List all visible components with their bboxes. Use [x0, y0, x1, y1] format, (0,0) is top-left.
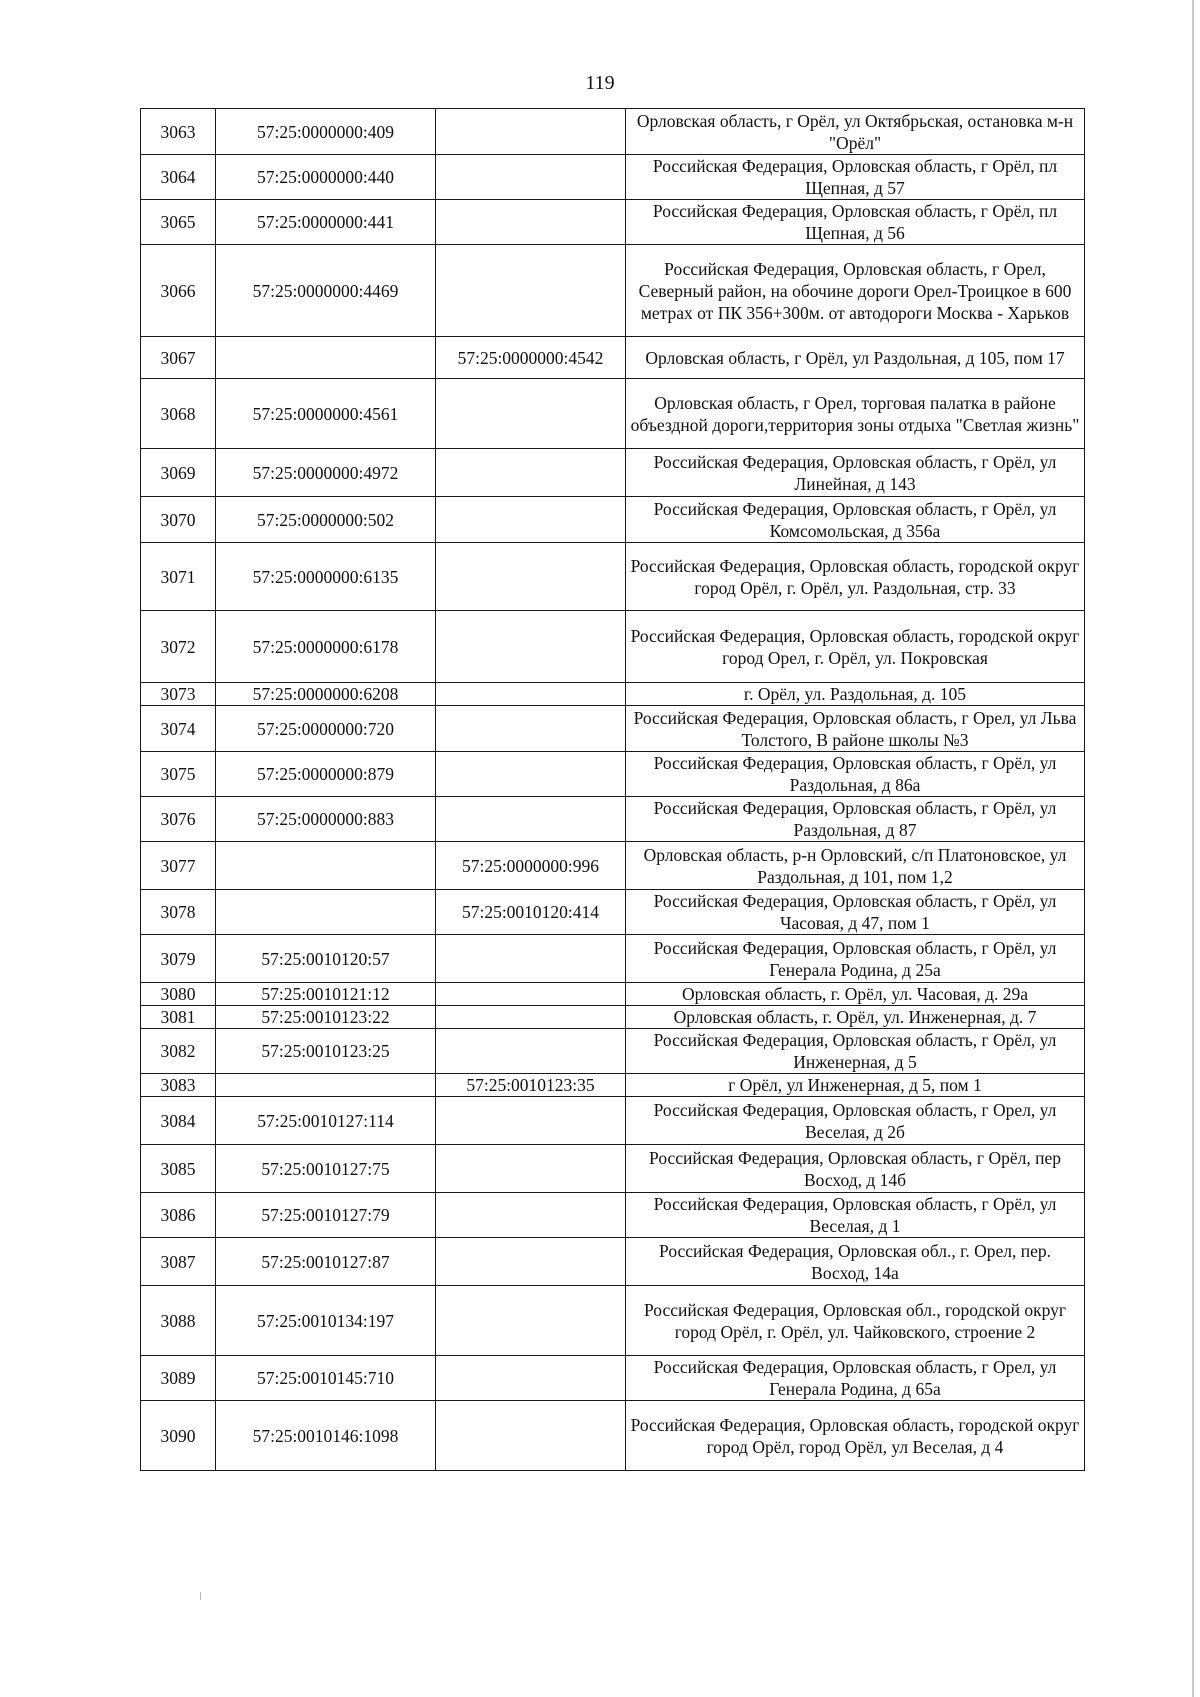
- address-cell: Российская Федерация, Орловская обл., городской округ город Орёл, г. Орёл, ул. Чайковского, строение 2: [626, 1286, 1085, 1356]
- cadastral-number-secondary: [436, 611, 626, 683]
- address-cell: Российская Федерация, Орловская область, г Орёл, пер Восход, д 14б: [626, 1145, 1085, 1193]
- cadastral-number: [216, 842, 436, 890]
- row-number: 3078: [141, 890, 216, 935]
- address-cell: Российская Федерация, Орловская область, городской округ город Орёл, город Орёл, ул Веселая, д 4: [626, 1401, 1085, 1471]
- cadastral-number: 57:25:0010127:75: [216, 1145, 436, 1193]
- table-row: [141, 683, 1085, 706]
- address-cell: Орловская область, г Орёл, ул Раздольная, д 105, пом 17: [626, 337, 1085, 379]
- row-number: 3087: [141, 1238, 216, 1286]
- table-row: [141, 983, 1085, 1006]
- table-row: [141, 1145, 1085, 1193]
- table-row: [141, 797, 1085, 842]
- table-row: [141, 155, 1085, 200]
- cadastral-number: 57:25:0000000:720: [216, 706, 436, 752]
- page-edge-line: [1192, 0, 1194, 1697]
- address-cell: г Орёл, ул Инженерная, д 5, пом 1: [626, 1074, 1085, 1097]
- table-row: [141, 245, 1085, 337]
- cadastral-number: 57:25:0000000:4469: [216, 245, 436, 337]
- address-cell: Орловская область, г. Орёл, ул. Инженерная, д. 7: [626, 1006, 1085, 1029]
- cadastral-number: 57:25:0010120:57: [216, 935, 436, 983]
- row-number: 3085: [141, 1145, 216, 1193]
- property-table: [140, 108, 1085, 1471]
- cadastral-number-secondary: 57:25:0010123:35: [436, 1074, 626, 1097]
- cadastral-number-secondary: [436, 449, 626, 497]
- table-row: [141, 1401, 1085, 1471]
- cadastral-number: 57:25:0000000:6135: [216, 543, 436, 611]
- table-row: [141, 890, 1085, 935]
- table-row: [141, 1074, 1085, 1097]
- row-number: 3063: [141, 109, 216, 155]
- address-cell: Российская Федерация, Орловская обл., г. Орел, пер. Восход, 14а: [626, 1238, 1085, 1286]
- address-cell: Российская Федерация, Орловская область, г Орёл, ул Раздольная, д 86а: [626, 752, 1085, 797]
- cadastral-number: 57:25:0000000:441: [216, 200, 436, 245]
- cadastral-number-secondary: [436, 1145, 626, 1193]
- row-number: 3071: [141, 543, 216, 611]
- row-number: 3083: [141, 1074, 216, 1097]
- table-body: [141, 109, 1085, 1471]
- cadastral-number-secondary: [436, 1097, 626, 1145]
- cadastral-number-secondary: [436, 1029, 626, 1074]
- table-row: [141, 1356, 1085, 1401]
- cadastral-number: 57:25:0000000:409: [216, 109, 436, 155]
- row-number: 3068: [141, 379, 216, 449]
- table-row: [141, 752, 1085, 797]
- cadastral-number: 57:25:0010127:114: [216, 1097, 436, 1145]
- cadastral-number: 57:25:0000000:6178: [216, 611, 436, 683]
- cadastral-number-secondary: [436, 379, 626, 449]
- address-cell: Российская Федерация, Орловская область, городской округ город Орел, г. Орёл, ул. Покровская: [626, 611, 1085, 683]
- cadastral-number-secondary: 57:25:0000000:996: [436, 842, 626, 890]
- cadastral-number: 57:25:0010145:710: [216, 1356, 436, 1401]
- table-row: [141, 1097, 1085, 1145]
- cadastral-number: 57:25:0010121:12: [216, 983, 436, 1006]
- address-cell: Российская Федерация, Орловская область, г Орёл, ул Раздольная, д 87: [626, 797, 1085, 842]
- table-row: [141, 449, 1085, 497]
- address-cell: Российская Федерация, Орловская область, г Орёл, пл Щепная, д 57: [626, 155, 1085, 200]
- address-cell: Российская Федерация, Орловская область, г Орёл, ул Веселая, д 1: [626, 1193, 1085, 1238]
- table-row: [141, 200, 1085, 245]
- cadastral-number-secondary: [436, 1356, 626, 1401]
- table-row: [141, 1286, 1085, 1356]
- scan-mark: [200, 1592, 201, 1600]
- cadastral-number: [216, 1074, 436, 1097]
- cadastral-number: 57:25:0000000:883: [216, 797, 436, 842]
- cadastral-number: 57:25:0000000:4972: [216, 449, 436, 497]
- row-number: 3067: [141, 337, 216, 379]
- cadastral-number: [216, 337, 436, 379]
- row-number: 3072: [141, 611, 216, 683]
- table-row: [141, 109, 1085, 155]
- address-cell: Российская Федерация, Орловская область, г Орел, ул Генерала Родина, д 65а: [626, 1356, 1085, 1401]
- cadastral-number-secondary: [436, 200, 626, 245]
- cadastral-number: 57:25:0010127:87: [216, 1238, 436, 1286]
- cadastral-number-secondary: [436, 1238, 626, 1286]
- cadastral-number-secondary: 57:25:0010120:414: [436, 890, 626, 935]
- address-cell: Орловская область, р-н Орловский, с/п Платоновское, ул Раздольная, д 101, пом 1,2: [626, 842, 1085, 890]
- cadastral-number-secondary: [436, 1286, 626, 1356]
- address-cell: г. Орёл, ул. Раздольная, д. 105: [626, 683, 1085, 706]
- table-row: [141, 935, 1085, 983]
- cadastral-number-secondary: [436, 752, 626, 797]
- cadastral-number: 57:25:0000000:440: [216, 155, 436, 200]
- page-number: 119: [585, 72, 615, 94]
- table-row: [141, 497, 1085, 543]
- row-number: 3081: [141, 1006, 216, 1029]
- row-number: 3076: [141, 797, 216, 842]
- cadastral-number-secondary: [436, 683, 626, 706]
- table-row: [141, 379, 1085, 449]
- cadastral-number-secondary: [436, 543, 626, 611]
- row-number: 3084: [141, 1097, 216, 1145]
- table-row: [141, 1029, 1085, 1074]
- row-number: 3069: [141, 449, 216, 497]
- cadastral-number-secondary: [436, 109, 626, 155]
- row-number: 3079: [141, 935, 216, 983]
- table-row: [141, 1238, 1085, 1286]
- cadastral-number: 57:25:0010146:1098: [216, 1401, 436, 1471]
- cadastral-number-secondary: [436, 245, 626, 337]
- address-cell: Орловская область, г Орёл, ул Октябрьская, остановка м-н "Орёл": [626, 109, 1085, 155]
- row-number: 3070: [141, 497, 216, 543]
- address-cell: Российская Федерация, Орловская область, городской округ город Орёл, г. Орёл, ул. Раздольная, стр. 33: [626, 543, 1085, 611]
- row-number: 3066: [141, 245, 216, 337]
- address-cell: Российская Федерация, Орловская область, г Орёл, ул Линейная, д 143: [626, 449, 1085, 497]
- row-number: 3073: [141, 683, 216, 706]
- row-number: 3074: [141, 706, 216, 752]
- cadastral-number: 57:25:0000000:879: [216, 752, 436, 797]
- row-number: 3086: [141, 1193, 216, 1238]
- cadastral-number-secondary: [436, 155, 626, 200]
- address-cell: Российская Федерация, Орловская область, г Орел, Северный район, на обочине дороги Орел-Троицкое в 600 метрах от ПК 356+300м. от автодороги Москва - Харьков: [626, 245, 1085, 337]
- cadastral-number: 57:25:0010134:197: [216, 1286, 436, 1356]
- cadastral-number: 57:25:0010123:25: [216, 1029, 436, 1074]
- cadastral-number: 57:25:0000000:6208: [216, 683, 436, 706]
- address-cell: Российская Федерация, Орловская область, г Орёл, ул Генерала Родина, д 25а: [626, 935, 1085, 983]
- cadastral-number: 57:25:0010127:79: [216, 1193, 436, 1238]
- cadastral-number: 57:25:0000000:4561: [216, 379, 436, 449]
- row-number: 3080: [141, 983, 216, 1006]
- address-cell: Орловская область, г Орел, торговая палатка в районе объездной дороги,территория зоны отдыха "Светлая жизнь": [626, 379, 1085, 449]
- row-number: 3075: [141, 752, 216, 797]
- address-cell: Российская Федерация, Орловская область, г Орёл, ул Инженерная, д 5: [626, 1029, 1085, 1074]
- cadastral-number-secondary: [436, 706, 626, 752]
- table-row: [141, 611, 1085, 683]
- cadastral-number: 57:25:0010123:22: [216, 1006, 436, 1029]
- cadastral-number-secondary: [436, 1006, 626, 1029]
- cadastral-number-secondary: [436, 1193, 626, 1238]
- table-row: [141, 706, 1085, 752]
- cadastral-number-secondary: [436, 935, 626, 983]
- cadastral-number-secondary: [436, 1401, 626, 1471]
- cadastral-number-secondary: 57:25:0000000:4542: [436, 337, 626, 379]
- address-cell: Российская Федерация, Орловская область, г Орёл, ул Комсомольская, д 356а: [626, 497, 1085, 543]
- cadastral-number: [216, 890, 436, 935]
- row-number: 3064: [141, 155, 216, 200]
- row-number: 3082: [141, 1029, 216, 1074]
- cadastral-number-secondary: [436, 497, 626, 543]
- address-cell: Российская Федерация, Орловская область, г Орёл, пл Щепная, д 56: [626, 200, 1085, 245]
- address-cell: Орловская область, г. Орёл, ул. Часовая, д. 29а: [626, 983, 1085, 1006]
- address-cell: Российская Федерация, Орловская область, г Орёл, ул Часовая, д 47, пом 1: [626, 890, 1085, 935]
- row-number: 3088: [141, 1286, 216, 1356]
- table-row: [141, 1006, 1085, 1029]
- row-number: 3089: [141, 1356, 216, 1401]
- cadastral-number-secondary: [436, 983, 626, 1006]
- address-cell: Российская Федерация, Орловская область, г Орел, ул Веселая, д 2б: [626, 1097, 1085, 1145]
- row-number: 3090: [141, 1401, 216, 1471]
- table-row: [141, 1193, 1085, 1238]
- cadastral-number: 57:25:0000000:502: [216, 497, 436, 543]
- row-number: 3065: [141, 200, 216, 245]
- table-row: [141, 543, 1085, 611]
- table-row: [141, 842, 1085, 890]
- cadastral-number-secondary: [436, 797, 626, 842]
- address-cell: Российская Федерация, Орловская область, г Орел, ул Льва Толстого, В районе школы №3: [626, 706, 1085, 752]
- table-row: [141, 337, 1085, 379]
- row-number: 3077: [141, 842, 216, 890]
